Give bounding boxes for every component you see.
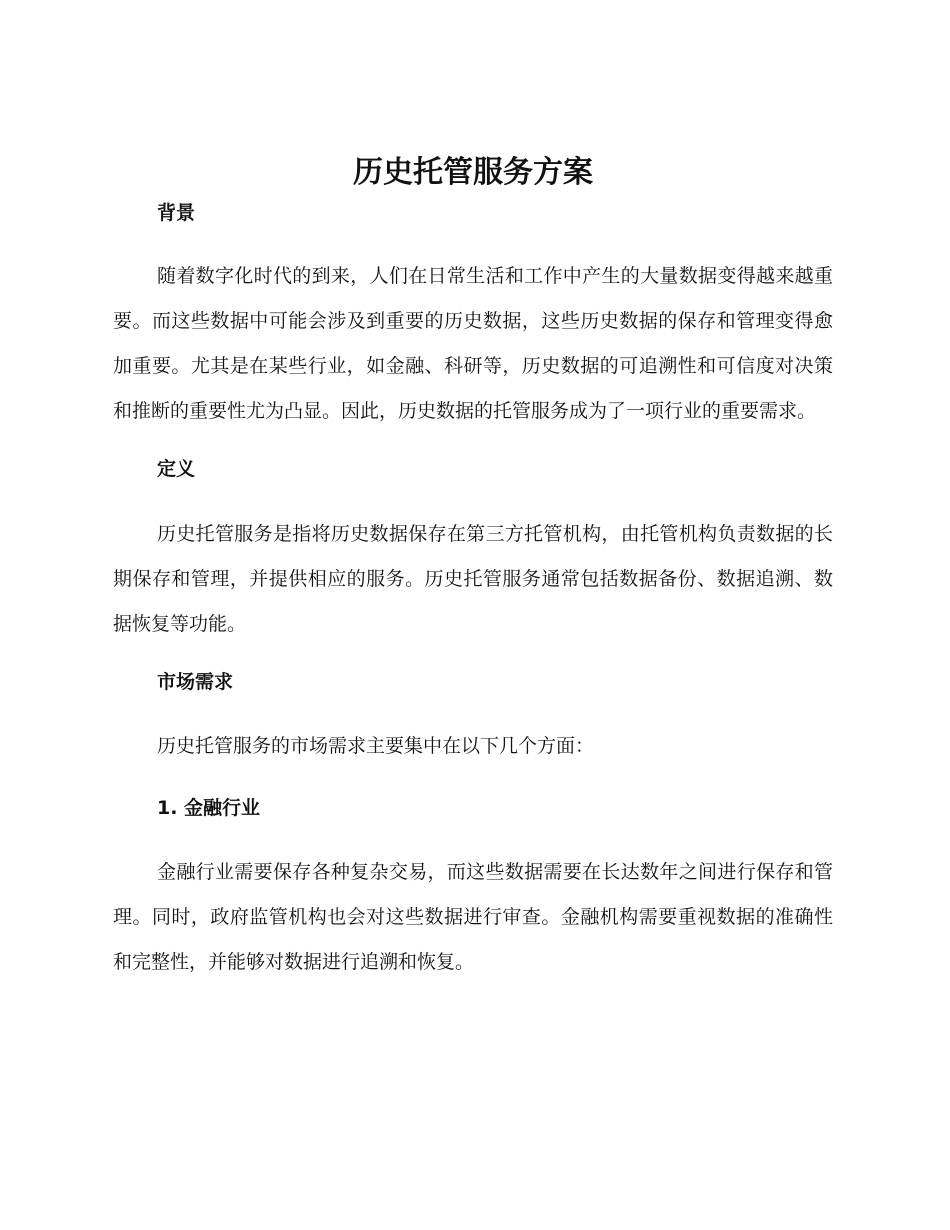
section-heading-finance-industry: 1. 金融行业 (157, 797, 261, 819)
section-paragraph-finance-industry: 金融行业需要保存各种复杂交易，而这些数据需要在长达数年之间进行保存和管理。同时，政府监管机构也会对这些数据进行审查。金融机构需要重视数据的准确性和完整性，并能够对数据进行追溯和恢复。 (113, 861, 833, 973)
section-heading-market-demand: 市场需求 (157, 671, 234, 693)
section-heading-definition: 定义 (157, 458, 196, 480)
document-body (113, 148, 833, 985)
document-title: 历史托管服务方案 (353, 155, 593, 190)
section-heading-background: 背景 (157, 202, 196, 224)
section-paragraph-market-demand: 历史托管服务的市场需求主要集中在以下几个方面： (157, 735, 595, 757)
section-paragraph-background: 随着数字化时代的到来，人们在日常生活和工作中产生的大量数据变得越来越重要。而这些数据中可能会涉及到重要的历史数据，这些历史数据的保存和管理变得愈加重要。尤其是在某些行业，如金融、科研等，历史数据的可追溯性和可信度对决策和推断的重要性尤为凸显。因此，历史数据的托管服务成为了一项行业的重要需求。 (113, 265, 833, 422)
section-paragraph-definition: 历史托管服务是指将历史数据保存在第三方托管机构，由托管机构负责数据的长期保存和管理，并提供相应的服务。历史托管服务通常包括数据备份、数据追溯、数据恢复等功能。 (113, 523, 833, 635)
